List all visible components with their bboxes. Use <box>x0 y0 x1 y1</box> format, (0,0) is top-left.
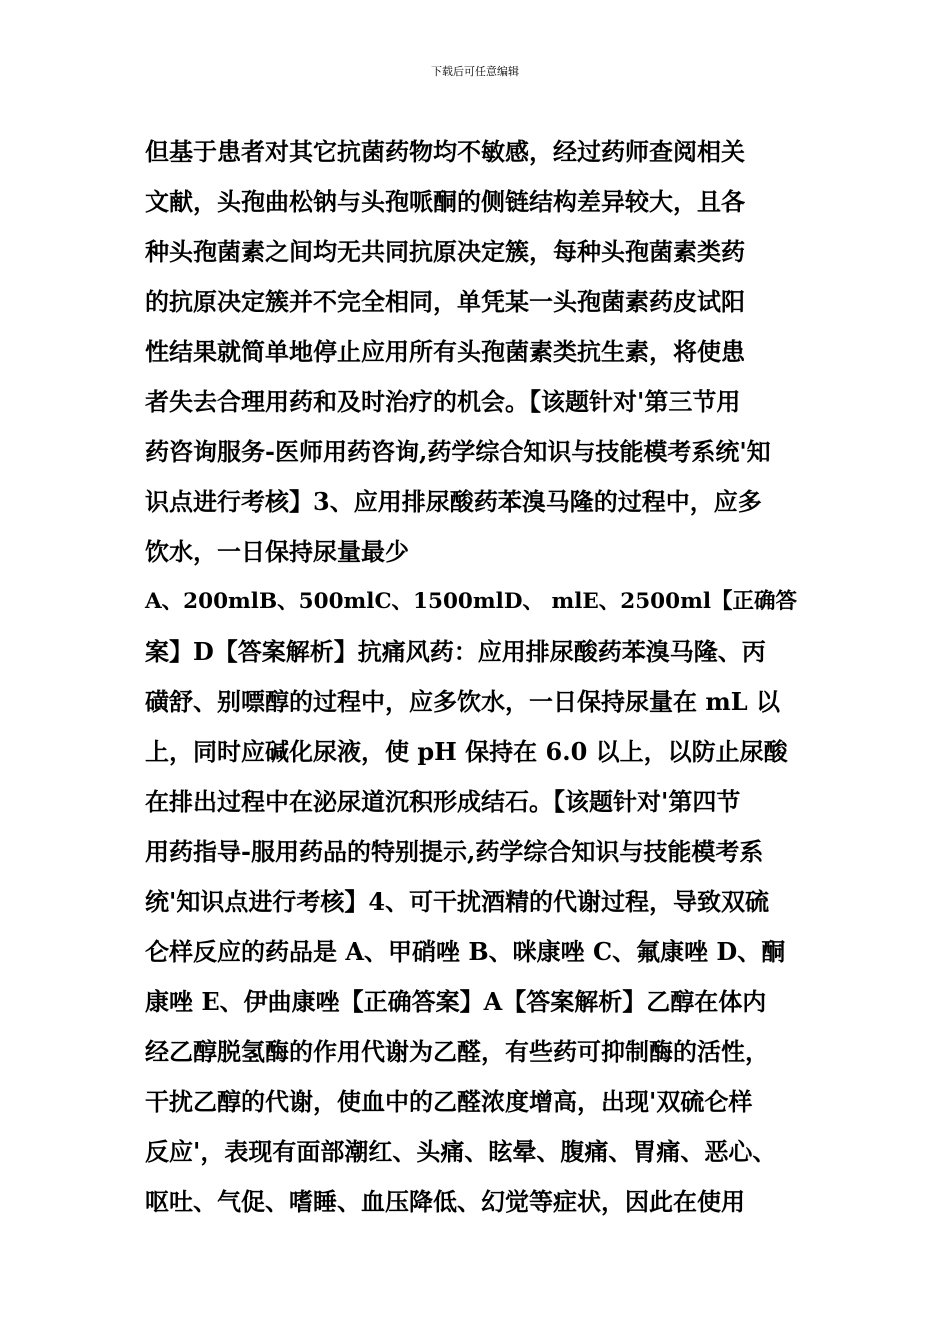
text-line: 在排出过程中在泌尿道沉积形成结石。【该题针对'第四节 <box>145 787 741 816</box>
text-line: 性结果就简单地停止应用所有头孢菌素类抗生素，将使患 <box>145 337 745 366</box>
text-line: 案】D【答案解析】抗痛风药：应用排尿酸药苯溴马隆、丙 <box>145 637 766 666</box>
document-body <box>145 127 809 1227</box>
text-line: 呕吐、气促、嗜睡、血压降低、幻觉等症状，因此在使用 <box>145 1187 745 1216</box>
text-line: 的抗原决定簇并不完全相同，单凭某一头孢菌素药皮试阳 <box>145 287 745 316</box>
text-line: 仑样反应的药品是 A、甲硝唑 B、咪康唑 C、氟康唑 D、酮 <box>145 937 786 966</box>
text-line: 经乙醇脱氢酶的作用代谢为乙醛，有些药可抑制酶的活性， <box>145 1037 769 1066</box>
text-line: 识点进行考核】3、应用排尿酸药苯溴马隆的过程中，应多 <box>145 487 762 516</box>
text-line: 文献，头孢曲松钠与头孢哌酮的侧链结构差异较大，且各 <box>145 187 745 216</box>
text-line: 反应'，表现有面部潮红、头痛、眩晕、腹痛、胃痛、恶心、 <box>145 1137 777 1166</box>
text-line: 用药指导-服用药品的特别提示,药学综合知识与技能模考系 <box>145 837 764 866</box>
text-line: 康唑 E、伊曲康唑【正确答案】A【答案解析】乙醇在体内 <box>145 987 767 1016</box>
page-header: 下载后可任意编辑 <box>431 65 519 78</box>
text-line: 药咨询服务-医师用药咨询,药学综合知识与技能模考系统'知 <box>145 437 771 466</box>
text-line: 磺舒、别嘌醇的过程中，应多饮水，一日保持尿量在 mL 以 <box>145 687 780 716</box>
text-line: 者失去合理用药和及时治疗的机会。【该题针对'第三节用 <box>145 387 741 416</box>
text-line: 饮水，一日保持尿量最少 <box>145 537 409 566</box>
text-line: 干扰乙醇的代谢，使血中的乙醛浓度增高，出现'双硫仑样 <box>145 1087 753 1116</box>
text-line: 种头孢菌素之间均无共同抗原决定簇，每种头孢菌素类药 <box>145 237 745 266</box>
text-line: 上，同时应碱化尿液，使 pH 保持在 6.0 以上，以防止尿酸 <box>145 737 788 766</box>
text-line: 统'知识点进行考核】4、可干扰酒精的代谢过程，导致双硫 <box>145 887 770 916</box>
text-line: A、200mlB、500mlC、1500mlD、 mlE、2500ml【正确答 <box>145 589 798 614</box>
text-line: 但基于患者对其它抗菌药物均不敏感，经过药师查阅相关 <box>145 137 745 166</box>
